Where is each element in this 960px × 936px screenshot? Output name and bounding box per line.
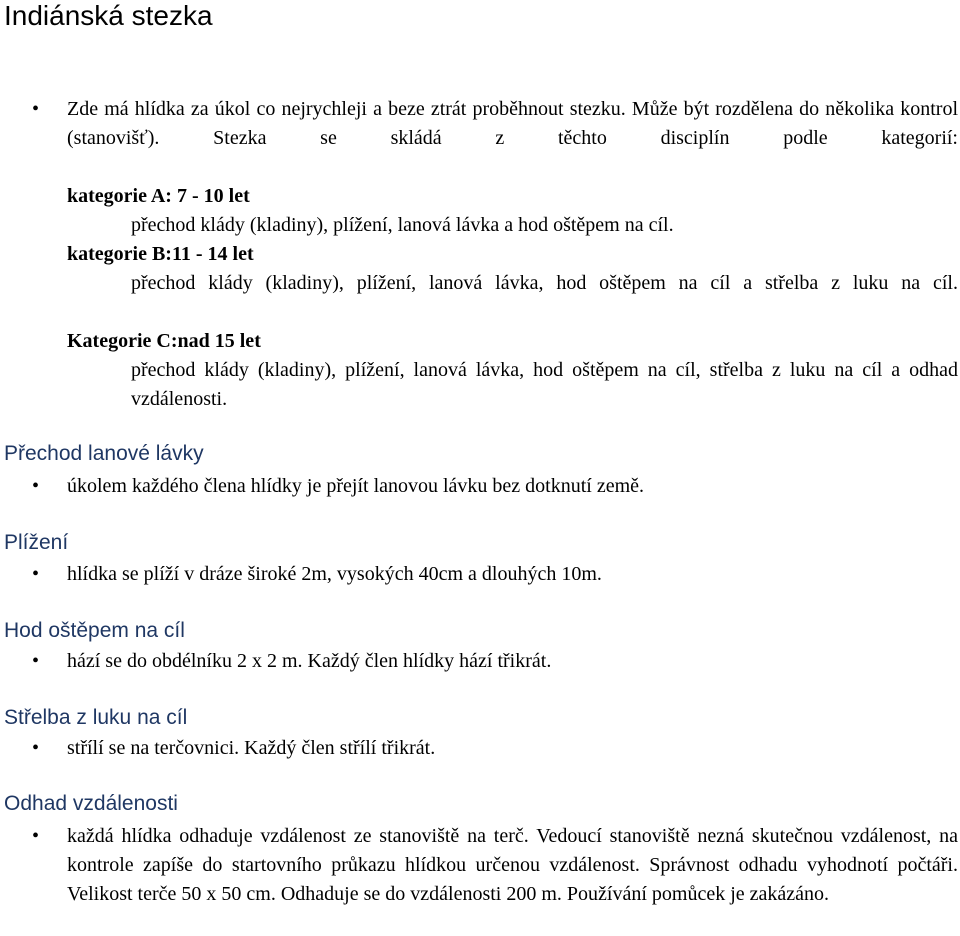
category-a-label: kategorie A: 7 - 10 let [67, 185, 250, 207]
section-heading-odhad-vzdalenosti: Odhad vzdálenosti [4, 792, 178, 815]
section-text-lanova-lavka: úkolem každého člena hlídky je přejít lanovou lávku bez dotknutí země. [67, 475, 645, 497]
section-text-hod-ostepem: hází se do obdélníku 2 x 2 m. Každý člen hlídky hází třikrát. [67, 650, 552, 672]
category-b-text: přechod klády (kladiny), plížení, lanová lávka, hod oštěpem na cíl a střelba z luku na cíl. [131, 272, 958, 294]
section-text-plizeni: hlídka se plíží v dráze široké 2m, vysokých 40cm a dlouhých 10m. [67, 563, 602, 585]
section-heading-plizeni: Plížení [4, 531, 69, 554]
category-c-text: přechod klády (kladiny), plížení, lanová lávka, hod oštěpem na cíl, střelba z luku na cíl a odhad vzdálenosti. [131, 359, 958, 410]
bullet-icon: • [32, 475, 40, 497]
section-text-odhad-vzdalenosti: každá hlídka odhaduje vzdálenost ze stanoviště na terč. Vedoucí stanoviště nezná skutečnou vzdálenost, na kontrole zapíše do startovního průkazu hlídkou určenou vzdálenost. Správnost odhadu vyhodnotí počtáři. Velikost terče 50 x 50 cm. Odhaduje se do vzdálenosti 200 m. Používání pomůcek je zakázáno. [67, 825, 958, 905]
page-title: Indiánská stezka [4, 0, 213, 31]
category-c-label: Kategorie C:nad 15 let [67, 330, 261, 352]
category-a-text: přechod klády (kladiny), plížení, lanová lávka a hod oštěpem na cíl. [131, 214, 674, 236]
bullet-icon: • [32, 737, 40, 759]
category-b-label: kategorie B:11 - 14 let [67, 243, 254, 265]
section-heading-hod-ostepem: Hod oštěpem na cíl [4, 619, 185, 642]
bullet-icon: • [32, 825, 40, 847]
bullet-icon: • [32, 650, 40, 672]
bullet-icon: • [32, 563, 40, 585]
bullet-icon: • [32, 98, 40, 120]
section-heading-strelba-z-luku: Střelba z luku na cíl [4, 706, 188, 729]
section-text-strelba-z-luku: střílí se na terčovnici. Každý člen střílí třikrát. [67, 737, 436, 759]
intro-paragraph: Zde má hlídka za úkol co nejrychleji a beze ztrát proběhnout stezku. Může být rozdělena do několika kontrol (stanovišť). Stezka se skládá z těchto disciplín podle kategorií: [67, 98, 958, 149]
section-heading-lanova-lavka: Přechod lanové lávky [4, 442, 204, 465]
